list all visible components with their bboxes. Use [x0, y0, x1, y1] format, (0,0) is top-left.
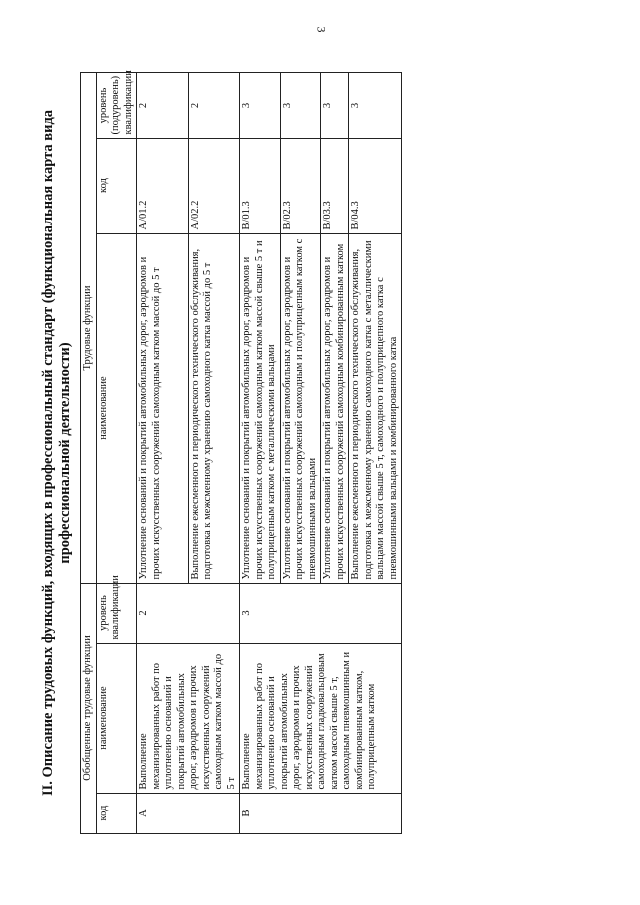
- table-row: [137, 73, 189, 833]
- function-level: 3: [240, 73, 281, 138]
- page-number: 3: [314, 26, 329, 33]
- function-level: 2: [188, 73, 240, 138]
- function-code: A/01.2: [137, 138, 189, 233]
- header-function-level: уровень (подуровень) квалификации: [96, 73, 137, 138]
- function-level: 3: [280, 73, 321, 138]
- function-code: B/01.3: [240, 138, 281, 233]
- header-name: наименование: [96, 643, 137, 793]
- function-name: Уплотнение оснований и покрытий автомобильных дорог, аэродромов и прочих искусственных сооружений самоходным катком массой до 5 т: [137, 233, 189, 583]
- group-level: 3: [240, 583, 402, 643]
- function-code: B/03.3: [321, 138, 349, 233]
- function-name: Уплотнение оснований и покрытий автомобильных дорог, аэродромов и прочих искусственных сооружений самоходным и полуприцепным катком с пневмошинными вальцами: [280, 233, 321, 583]
- function-level: 2: [137, 73, 189, 138]
- function-name: Уплотнение оснований и покрытий автомобильных дорог, аэродромов и прочих искусственных сооружений самоходным катком массой свыше 5 т и полуприцепным катком с металлическими вальцами: [240, 233, 281, 583]
- function-map-table: [80, 69, 402, 833]
- header-function-code: код: [96, 138, 137, 233]
- header-generalized: Обобщенные трудовые функции: [81, 583, 97, 833]
- function-name: Уплотнение оснований и покрытий автомобильных дорог, аэродромов и прочих искусственных сооружений самоходным комбинированным катком: [321, 233, 349, 583]
- group-code: В: [240, 793, 402, 833]
- group-name: Выполнение механизированных работ по уплотнению оснований и покрытий автомобильных дорог, аэродромов и прочих искусственных сооружений самоходным гладковальцовым катком массой свыше 5 т, самоходным пневмошинным и комбинированным катком, полуприцепным катком: [240, 643, 402, 793]
- function-name: Выполнение ежесменного и периодического технического обслуживания, подготовка к межсменному хранению самоходного катка массой до 5 т: [188, 233, 240, 583]
- header-function-name: наименование: [96, 233, 137, 583]
- group-level: 2: [137, 583, 240, 643]
- table-row: [240, 73, 281, 833]
- function-level: 3: [321, 73, 349, 138]
- group-code: А: [137, 793, 240, 833]
- function-code: B/02.3: [280, 138, 321, 233]
- header-code: код: [96, 793, 137, 833]
- group-name: Выполнение механизированных работ по уплотнению оснований и покрытий автомобильных дорог, аэродромов и прочих искусственных сооружений самоходным катком массой до 5 т: [137, 643, 240, 793]
- function-code: B/04.3: [349, 138, 402, 233]
- header-level: уровень квалификации: [96, 583, 137, 643]
- function-code: A/02.2: [188, 138, 240, 233]
- function-level: 3: [349, 73, 402, 138]
- header-labor: Трудовые функции: [81, 73, 97, 583]
- rotated-page: [40, 58, 600, 848]
- page-title: II. Описание трудовых функций, входящих в профессиональный стандарт (функциональная карта вида профессиональной деятельности): [40, 109, 73, 796]
- function-name: Выполнение ежесменного и периодического технического обслуживания, подготовка к межсменному хранению самоходного катка с металлическими вальцами массой свыше 5 т, самоходного и полуприцепного катка с пневмошинными вальцами и комбинированного катка: [349, 233, 402, 583]
